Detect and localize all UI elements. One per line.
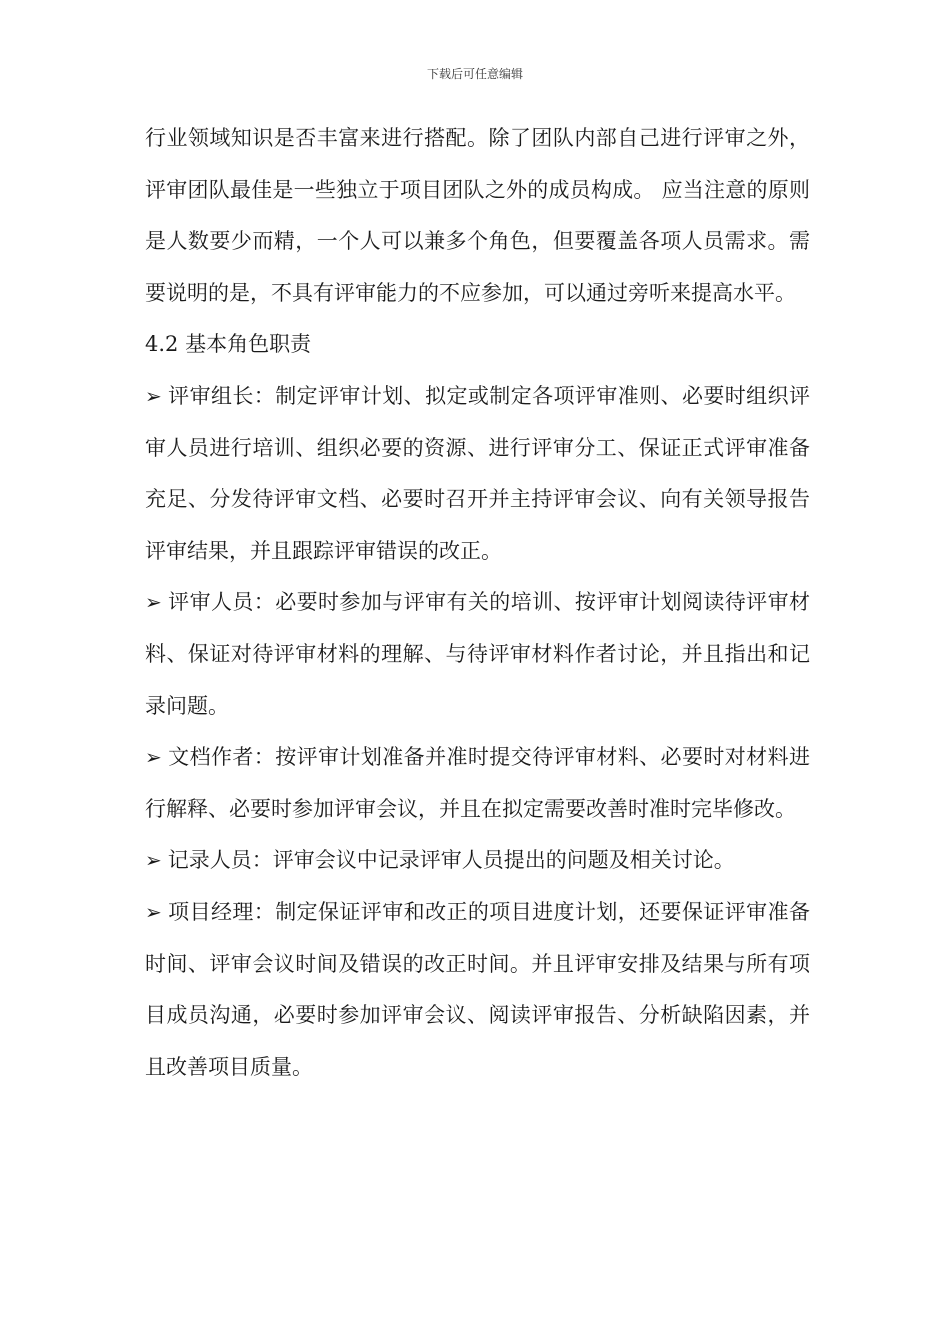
page-header: 下载后可任意编辑	[426, 67, 523, 81]
role-text: 文档作者：按评审计划准备并准时提交待评审材料、必要时对材料进行解释、必要时参加评审会议，并且在拟定需要改善时准时完毕修改。	[145, 745, 810, 821]
role-item-document-author	[145, 732, 810, 835]
role-text: 项目经理：制定保证评审和改正的项目进度计划，还要保证评审准备时间、评审会议时间及错误的改正时间。并且评审安排及结果与所有项目成员沟通，必要时参加评审会议、阅读评审报告、分析缺陷因素，并且改善项目质量。	[145, 899, 810, 1079]
arrow-bullet-icon: ➢	[145, 590, 162, 615]
arrow-bullet-icon: ➢	[145, 745, 162, 770]
intro-paragraph: 行业领域知识是否丰富来进行搭配。除了团队内部自己进行评审之外，评审团队最佳是一些独立于项目团队之外的成员构成。 应当注意的原则是人数要少而精，一个人可以兼多个角色，但要覆盖各项人员需求。需要说明的是，不具有评审能力的不应参加，可以通过旁听来提高水平。	[145, 126, 810, 305]
document-body	[145, 113, 810, 1093]
arrow-bullet-icon: ➢	[145, 383, 162, 408]
role-text: 记录人员：评审会议中记录评审人员提出的问题及相关讨论。	[167, 848, 735, 873]
role-item-project-manager	[145, 887, 810, 1093]
role-item-team-leader	[145, 371, 810, 577]
arrow-bullet-icon: ➢	[145, 899, 162, 924]
role-item-reviewer	[145, 577, 810, 732]
role-item-recorder	[145, 835, 810, 887]
arrow-bullet-icon: ➢	[145, 848, 162, 873]
section-heading: 4.2 基本角色职责	[145, 332, 312, 357]
role-text: 评审组长：制定评审计划、拟定或制定各项评审准则、必要时组织评审人员进行培训、组织必要的资源、进行评审分工、保证正式评审准备充足、分发待评审文档、必要时召开并主持评审会议、向有关领导报告评审结果，并且跟踪评审错误的改正。	[145, 383, 810, 563]
role-text: 评审人员：必要时参加与评审有关的培训、按评审计划阅读待评审材料、保证对待评审材料的理解、与待评审材料作者讨论，并且指出和记录问题。	[145, 590, 810, 718]
